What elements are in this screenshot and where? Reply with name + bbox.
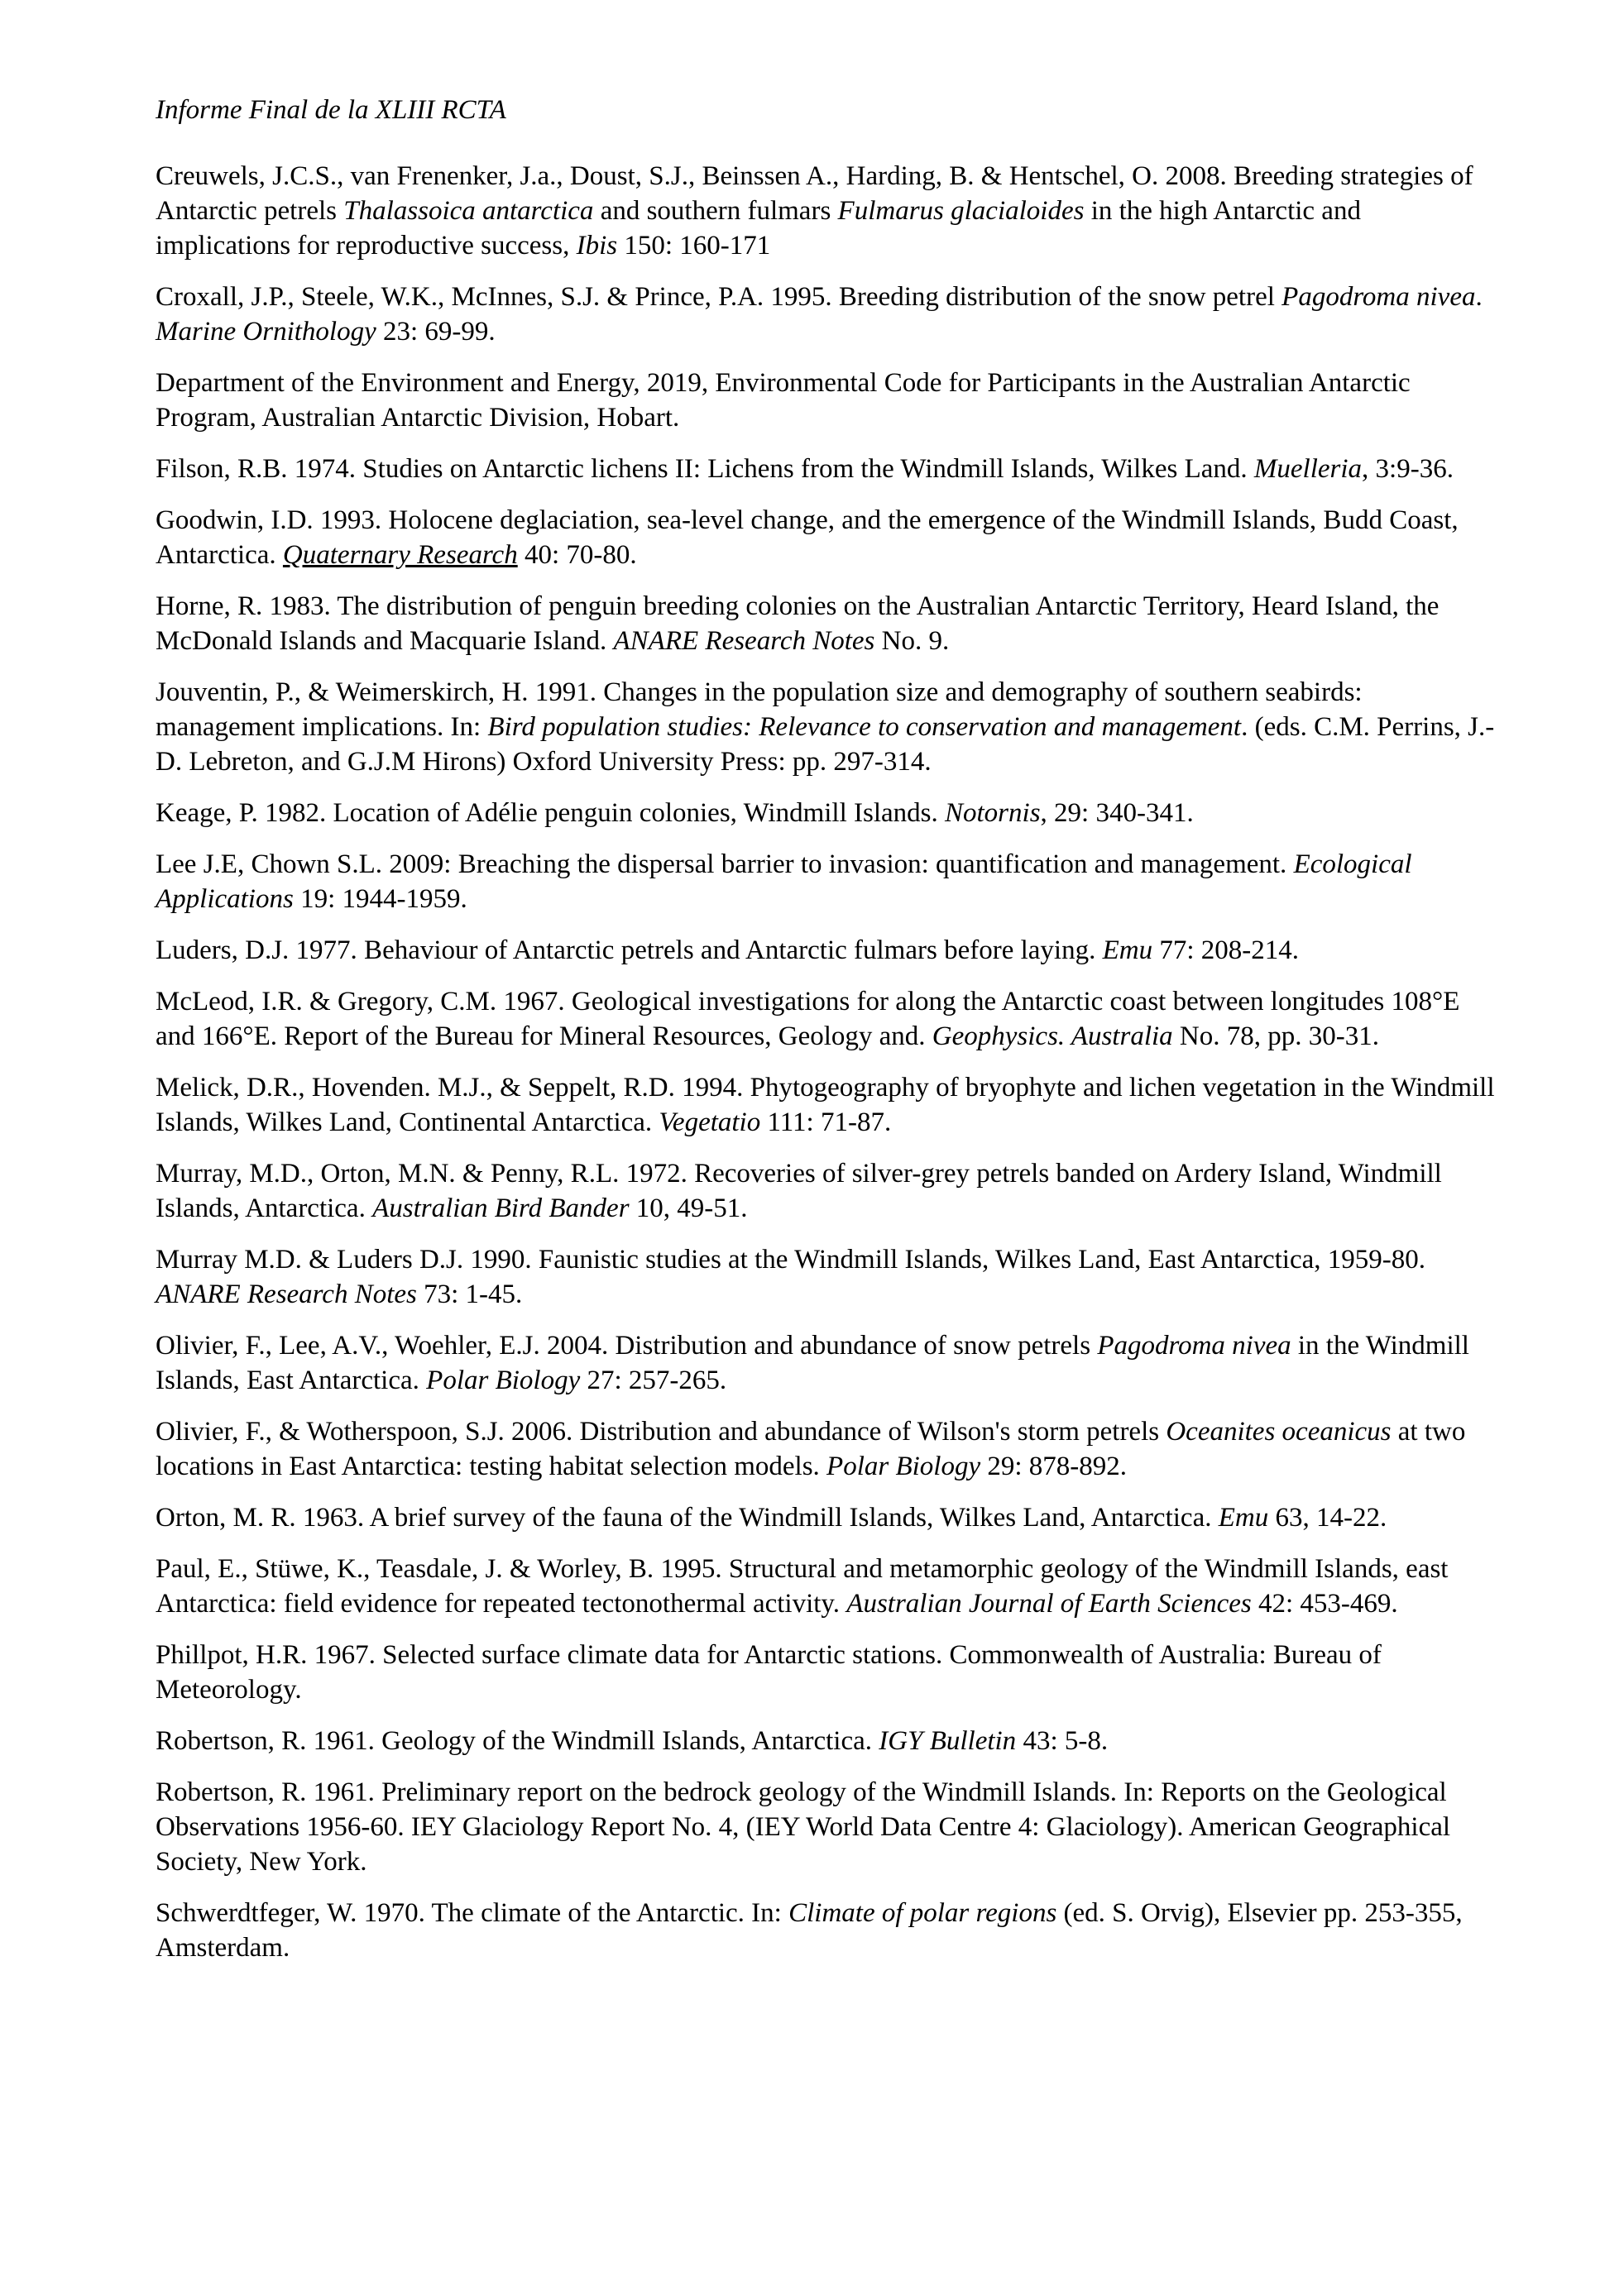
reference-italic-text: Pagodroma nivea <box>1281 282 1476 312</box>
reference-italic-text: Ecological Applications <box>156 849 1412 914</box>
reference-text: at two locations in East Antarctica: testing habitat selection models. <box>156 1417 1466 1481</box>
reference-entry <box>156 675 1496 779</box>
reference-text: 40: 70-80. <box>517 540 637 570</box>
reference-entry <box>156 366 1496 435</box>
reference-text: 42: 453-469. <box>1251 1589 1398 1619</box>
running-header: Informe Final de la XLIII RCTA <box>156 95 506 125</box>
reference-entry <box>156 1896 1496 1965</box>
reference-italic-text: Bird population studies: Relevance to conservation and management <box>487 712 1242 742</box>
reference-text: Murray, M.D., Orton, M.N. & Penny, R.L. 1972. Recoveries of silver-grey petrels banded on Ardery Island, Windmill Islands, Antarctica. <box>156 1159 1442 1223</box>
reference-entry <box>156 159 1496 263</box>
reference-entry <box>156 1070 1496 1140</box>
reference-text: 77: 208-214. <box>1152 935 1299 965</box>
reference-text: in the Windmill Islands, East Antarctica. <box>156 1331 1469 1395</box>
reference-italic-text: ANARE Research Notes <box>156 1280 417 1309</box>
reference-italic-text: Quaternary Research <box>282 540 518 570</box>
reference-text: Phillpot, H.R. 1967. Selected surface climate data for Antarctic stations. Commonwealth of Australia: Bureau of Meteorology. <box>156 1640 1382 1705</box>
reference-italic-text: Australian Journal of Earth Sciences <box>846 1589 1252 1619</box>
reference-entry <box>156 847 1496 916</box>
reference-entry <box>156 933 1496 968</box>
reference-entry <box>156 589 1496 658</box>
reference-entry <box>156 796 1496 830</box>
reference-entry <box>156 984 1496 1054</box>
reference-entry <box>156 1500 1496 1535</box>
reference-italic-text: IGY Bulletin <box>879 1726 1017 1756</box>
reference-text: (ed. S. Orvig), Elsevier pp. 253-355, Amsterdam. <box>156 1898 1463 1963</box>
reference-italic-text: Marine Ornithology <box>156 317 376 347</box>
reference-text: 27: 257-265. <box>580 1366 727 1395</box>
reference-entry <box>156 1328 1496 1398</box>
reference-italic-text: Fulmarus glacialoides <box>837 196 1085 226</box>
reference-text: and southern fulmars <box>593 196 838 226</box>
reference-text: 150: 160-171 <box>617 231 771 261</box>
reference-entry <box>156 1724 1496 1758</box>
reference-italic-text: ANARE Research Notes <box>613 626 875 656</box>
reference-italic-text: Thalassoica antarctica <box>343 196 594 226</box>
document-page <box>156 93 1496 1982</box>
reference-italic-text: Oceanites oceanicus <box>1166 1417 1392 1447</box>
reference-entry <box>156 503 1496 572</box>
reference-italic-text: Ibis <box>576 231 618 261</box>
reference-text: Melick, D.R., Hovenden. M.J., & Seppelt, R.D. 1994. Phytogeography of bryophyte and lichen vegetation in the Windmill Islands, Wilkes Land, Continental Antarctica. <box>156 1073 1495 1137</box>
reference-text: Paul, E., Stüwe, K., Teasdale, J. & Worley, B. 1995. Structural and metamorphic geology of the Windmill Islands, east Antarctica: field evidence for repeated tectonothermal activity. <box>156 1554 1449 1619</box>
reference-text: Olivier, F., Lee, A.V., Woehler, E.J. 2004. Distribution and abundance of snow petrels <box>156 1331 1098 1361</box>
reference-text: . (eds. C.M. Perrins, J.-D. Lebreton, and G.J.M Hirons) Oxford University Press: pp. 297-314. <box>156 712 1495 777</box>
reference-italic-text: Polar Biology <box>426 1366 581 1395</box>
reference-text: Keage, P. 1982. Location of Adélie penguin colonies, Windmill Islands. <box>156 798 945 828</box>
reference-text: Orton, M. R. 1963. A brief survey of the fauna of the Windmill Islands, Wilkes Land, Antarctica. <box>156 1503 1219 1533</box>
reference-text: in the high Antarctic and implications for reproductive success, <box>156 196 1361 261</box>
reference-entry <box>156 1552 1496 1621</box>
reference-text: 10, 49-51. <box>629 1193 748 1223</box>
reference-text: Murray M.D. & Luders D.J. 1990. Faunistic studies at the Windmill Islands, Wilkes Land, East Antarctica, 1959-80. <box>156 1245 1425 1275</box>
reference-text: McLeod, I.R. & Gregory, C.M. 1967. Geological investigations for along the Antarctic coast between longitudes 108°E and 166°E. Report of the Bureau for Mineral Resources, Geology and. <box>156 987 1460 1051</box>
reference-text: Department of the Environment and Energy, 2019, Environmental Code for Participants in the Australian Antarctic Program, Australian Antarctic Division, Hobart. <box>156 368 1411 433</box>
reference-text: 43: 5-8. <box>1016 1726 1109 1756</box>
reference-italic-text: Geophysics. Australia <box>932 1021 1173 1051</box>
reference-text: Luders, D.J. 1977. Behaviour of Antarctic petrels and Antarctic fulmars before laying. <box>156 935 1103 965</box>
reference-list <box>156 159 1496 1965</box>
reference-italic-text: Emu <box>1218 1503 1269 1533</box>
reference-text: Olivier, F., & Wotherspoon, S.J. 2006. Distribution and abundance of Wilson's storm petrels <box>156 1417 1167 1447</box>
reference-italic-text: Vegetatio <box>659 1107 761 1137</box>
reference-italic-text: Pagodroma nivea <box>1097 1331 1291 1361</box>
reference-text: 111: 71-87. <box>760 1107 892 1137</box>
reference-text: Robertson, R. 1961. Preliminary report on the bedrock geology of the Windmill Islands. In: Reports on the Geological Observations 1956-60. IEY Glaciology Report No. 4, (IEY World Data Centre 4: Glaciology). American Geographical Society, New York. <box>156 1777 1451 1877</box>
reference-entry <box>156 452 1496 486</box>
reference-text: Schwerdtfeger, W. 1970. The climate of the Antarctic. In: <box>156 1898 789 1928</box>
reference-text: Lee J.E, Chown S.L. 2009: Breaching the dispersal barrier to invasion: quantification and management. <box>156 849 1294 879</box>
reference-entry <box>156 1638 1496 1707</box>
reference-entry <box>156 1414 1496 1484</box>
reference-italic-text: Climate of polar regions <box>788 1898 1057 1928</box>
reference-text: No. 78, pp. 30-31. <box>1172 1021 1379 1051</box>
reference-italic-text: Polar Biology <box>826 1452 981 1481</box>
reference-text: . <box>1475 282 1483 312</box>
reference-text: No. 9. <box>874 626 950 656</box>
reference-text: Robertson, R. 1961. Geology of the Windmill Islands, Antarctica. <box>156 1726 879 1756</box>
reference-text: , 29: 340-341. <box>1040 798 1194 828</box>
reference-text: 29: 878-892. <box>980 1452 1128 1481</box>
reference-text: 19: 1944-1959. <box>293 884 467 914</box>
reference-text: 23: 69-99. <box>376 317 496 347</box>
reference-text: 63, 14-22. <box>1268 1503 1387 1533</box>
reference-text: Goodwin, I.D. 1993. Holocene deglaciation, sea-level change, and the emergence of the Windmill Islands, Budd Coast, Antarctica. <box>156 505 1459 570</box>
reference-italic-text: Muelleria <box>1253 454 1363 484</box>
reference-italic-text: Emu <box>1102 935 1153 965</box>
reference-text: 73: 1-45. <box>416 1280 523 1309</box>
reference-text: Croxall, J.P., Steele, W.K., McInnes, S.J. & Prince, P.A. 1995. Breeding distribution of the snow petrel <box>156 282 1282 312</box>
reference-text: Creuwels, J.C.S., van Frenenker, J.a., Doust, S.J., Beinssen A., Harding, B. & Hentschel, O. 2008. Breeding strategies of Antarctic petrels <box>156 161 1473 226</box>
reference-italic-text: Australian Bird Bander <box>372 1193 630 1223</box>
reference-entry <box>156 1156 1496 1226</box>
reference-text: , 3:9-36. <box>1362 454 1454 484</box>
reference-text: Jouventin, P., & Weimerskirch, H. 1991. Changes in the population size and demography of southern seabirds: management implications. In: <box>156 677 1363 742</box>
reference-entry <box>156 1242 1496 1312</box>
reference-entry <box>156 280 1496 349</box>
reference-entry <box>156 1775 1496 1879</box>
reference-text: Horne, R. 1983. The distribution of penguin breeding colonies on the Australian Antarctic Territory, Heard Island, the McDonald Islands and Macquarie Island. <box>156 591 1440 656</box>
reference-italic-text: Notornis <box>945 798 1041 828</box>
reference-text: Filson, R.B. 1974. Studies on Antarctic lichens II: Lichens from the Windmill Islands, Wilkes Land. <box>156 454 1254 484</box>
